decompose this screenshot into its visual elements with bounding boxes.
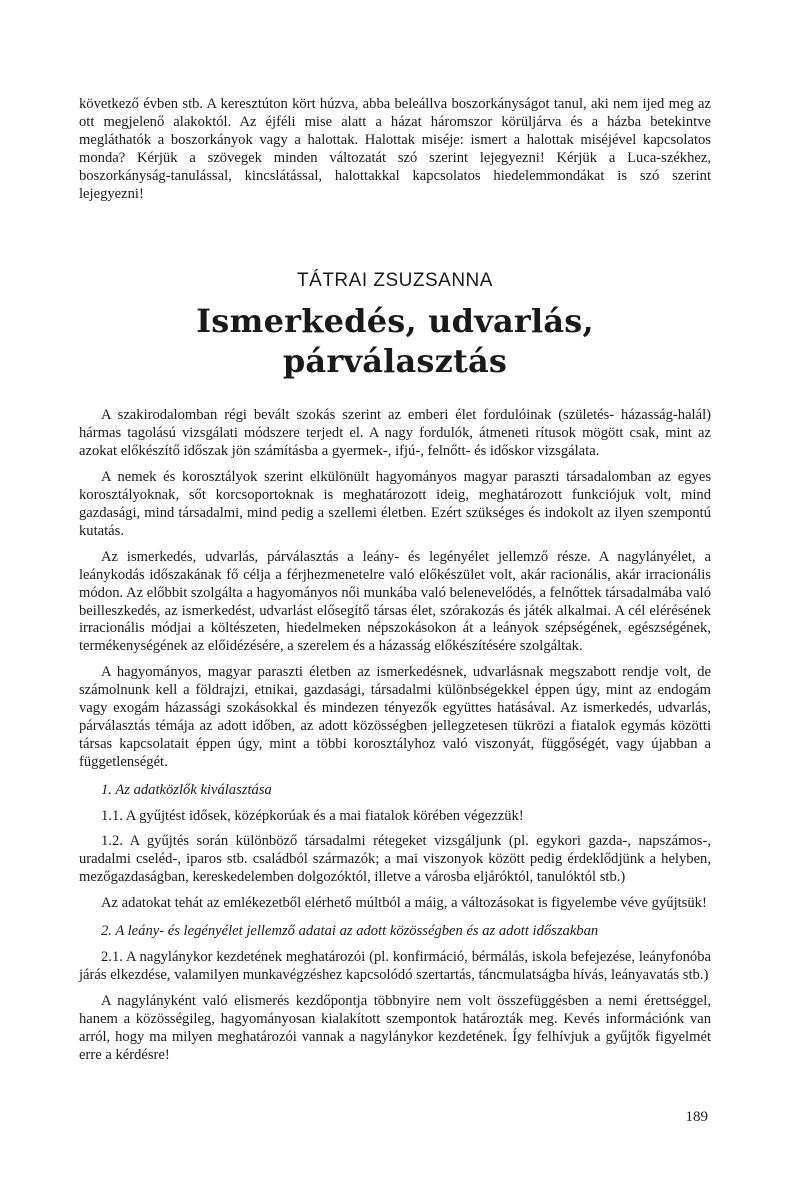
intro-paragraph: következő évben stb. A keresztúton kört húzva, abba beleállva boszorkányságot tanul, aki nem ijed meg az ott megjelenő alakoktól. Az éjféli mise alatt a házat háromszor körüljárva és a házba betekintve megláthatók a boszorkányok vagy a halottak. Halottak miséje: ismert a halottak miséjével kapcsolatos monda? Kérjük a szövegek minden változatát szó szerint lejegyezni! Kérjük a Luca-székhez, boszorkányság-tanulással, kincslátással, halottakkal kapcsolatos hiedelemmondákat is szó szerint lejegyezni!: [79, 96, 711, 202]
section-2-item-1: 2.1. A nagylánykor kezdetének meghatározói (pl. konfirmáció, bérmálás, iskola befejezése, leányfonóba járás elkezdése, valamilyen munkavégzéshez kapcsolódó szertartás, táncmulatságba hívás, leányavatás stb.): [79, 949, 711, 983]
section-1-item-3: Az adatokat tehát az emlékezetből elérhető múltból a máig, a változásokat is figyelembe véve gyűjtsük!: [101, 895, 707, 912]
paragraph-1: A szakirodalomban régi bevált szokás szerint az emberi élet fordulóinak (születés- házasság-halál) hármas tagolású vizsgálati módszere terjedt el. A nagy fordulók, átmeneti rítusok mögött csak, mint az azokat előkészítő időszak jön számításba a gyermek-, ifjú-, felnőtt- és időskor vizsgálata.: [79, 407, 711, 460]
section-2-item-2: A nagylányként való elismerés kezdőpontja többnyire nem volt összefüggésben a nemi érettséggel, hanem a közösségileg, hagyományosan kialakított szempontok határozták meg. Kevés információnk van arról, hogy ma milyen meghatározói vannak a nagylánykor kezdetének. Így felhívjuk a gyűjtők figyelmét erre a kérdésre!: [79, 992, 711, 1063]
page-number: 189: [685, 1109, 708, 1125]
article-title: Ismerkedés, udvarlás, párválasztás: [196, 302, 594, 381]
section-2-heading: 2. A leány- és legényélet jellemző adatai az adott közösségben és az adott időszakban: [101, 923, 599, 940]
section-1-heading: 1. Az adatközlők kiválasztása: [101, 781, 272, 798]
page-body: [79, 96, 711, 1064]
paragraph-2: A nemek és korosztályok szerint elkülönült hagyományos magyar paraszti társadalomban az egyes korosztályoknak, sőt korcsoportoknak is meghatározott ideig, meghatározott funkciójuk volt, mind gazdasági, mind társadalmi, mind pedig a szellemi életben. Ezért szükséges és indokolt az ilyen szempontú kutatás.: [79, 469, 711, 539]
article-author: TÁTRAI ZSUZSANNA: [297, 270, 493, 292]
section-1-item-1: 1.1. A gyűjtést idősek, középkorúak és a mai fiatalok körében végezzük!: [101, 807, 524, 824]
section-1-item-2: 1.2. A gyűjtés során különböző társadalmi rétegeket vizsgáljunk (pl. egykori gazda-, napszámos-, uradalmi cseléd-, iparos stb. családból származók; a mai viszonyok között pedig érdeklődjünk a helyben, mezőgazdaságban, kereskedelemben dolgozóktól, illetve a városba eljáróktól, tanulóktól stb.): [79, 833, 711, 886]
paragraph-3: Az ismerkedés, udvarlás, párválasztás a leány- és legényélet jellemző része. A nagylányélet, a leánykodás időszakának fő célja a férjhezmenetelre való előkészület volt, akár racionális, akár irracionális módon. Az előbbit szolgálta a hagyományos női munkába való belenevelődés, a felnőttek társadalmába való beilleszkedés, az ismerkedést, udvarlást elősegítő társas élet, szórakozás és játék alkalmai. A cél elérésének irracionális módjai a költészeten, hiedelmeken népszokásokon át a leányok szépségének, egészségének, termékenységének az előidézésére, a szerelem és a házasság előkészítésére szolgáltak.: [79, 548, 711, 655]
paragraph-4: A hagyományos, magyar paraszti életben az ismerkedésnek, udvarlásnak megszabott rendje volt, de számolnunk kell a földrajzi, etnikai, gazdasági, társadalmi különbségekkel éppen úgy, mint az endogám vagy exogám házassági szokásokkal és mindezen tényezők együttes hatásával. Az ismerkedés, udvarlás, párválasztás témája az adott időben, az adott közösségben jellegzetesen tükrözi a fiatalok egymás közötti társas kapcsolatait éppen úgy, mint a többi korosztályhoz való viszonyát, függőségét, vagy újabban a függetlenségét.: [79, 664, 711, 770]
